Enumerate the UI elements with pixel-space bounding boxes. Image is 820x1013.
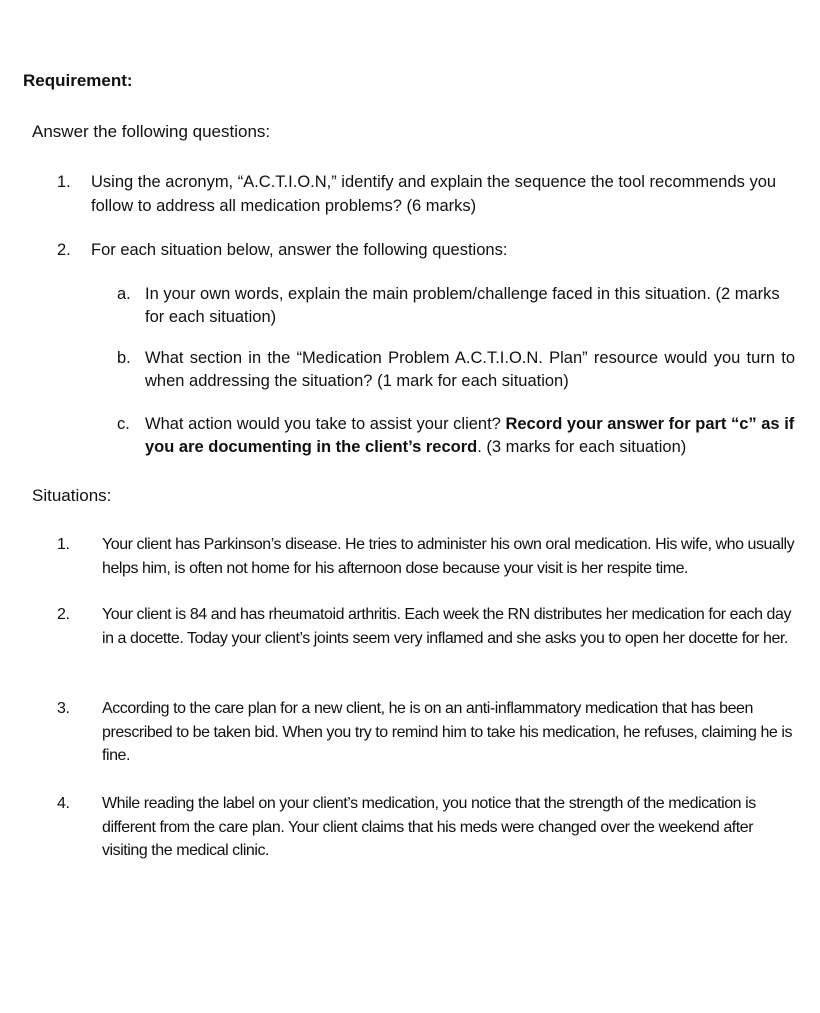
situations-heading: Situations: [32, 486, 112, 505]
situation-number: 2. [57, 606, 70, 623]
situation-text: Your client is 84 and has rheumatoid arthritis. Each week the RN distributes her medication for each day in a docette. Today your client’s joints seem very inflamed and she asks you to open her docette for her. [102, 606, 791, 647]
situation-number: 4. [57, 795, 70, 812]
sub-question-text-after: . (3 marks for each situation) [477, 438, 687, 456]
question-text: Using the acronym, “A.C.T.I.O.N,” identify and explain the sequence the tool recommends you follow to address all medication problems? (6 marks) [91, 173, 777, 215]
situation-text: While reading the label on your client’s medication, you notice that the strength of the medication is different from the care plan. Your client claims that his meds were changed over the weekend after visiting the medical clinic. [102, 795, 756, 859]
sub-question-b [117, 347, 807, 397]
sub-question-text [145, 413, 800, 459]
sub-question-c [117, 413, 807, 463]
question-number: 2. [57, 241, 71, 259]
situation-number: 3. [57, 700, 70, 717]
requirement-heading: Requirement: [23, 71, 133, 90]
situation-number: 1. [57, 536, 70, 553]
question-number: 1. [57, 173, 71, 191]
sub-question-letter: c. [117, 415, 130, 433]
sub-question-text: In your own words, explain the main problem/challenge faced in this situation. (2 marks for each situation) [145, 285, 780, 326]
sub-question-letter: a. [117, 285, 131, 303]
question-2 [57, 238, 797, 264]
sub-question-bold-instruction: Record your answer for part “c” as if you are documenting in the client’s record [145, 415, 795, 456]
sub-question-a [117, 283, 807, 333]
situation-3 [57, 697, 802, 769]
question-text: For each situation below, answer the following questions: [91, 241, 508, 259]
sub-question-letter: b. [117, 349, 131, 367]
question-1 [57, 170, 797, 220]
situation-4 [57, 792, 802, 864]
sub-question-text: What section in the “Medication Problem A.C.T.I.O.N. Plan” resource would you turn to when addressing the situation? (1 mark for each situation) [145, 349, 795, 390]
situation-2 [57, 603, 802, 675]
situation-text: Your client has Parkinson’s disease. He tries to administer his own oral medication. His wife, who usually helps him, is often not home for his afternoon dose because your visit is her respite time. [102, 536, 795, 577]
situation-text: According to the care plan for a new client, he is on an anti-inflammatory medication that has been prescribed to be taken bid. When you try to remind him to take his medication, he refuses, claiming he is fine. [102, 700, 793, 764]
situation-1 [57, 533, 802, 583]
sub-question-text-before: What action would you take to assist your client? [145, 415, 506, 433]
intro-text: Answer the following questions: [32, 122, 271, 141]
